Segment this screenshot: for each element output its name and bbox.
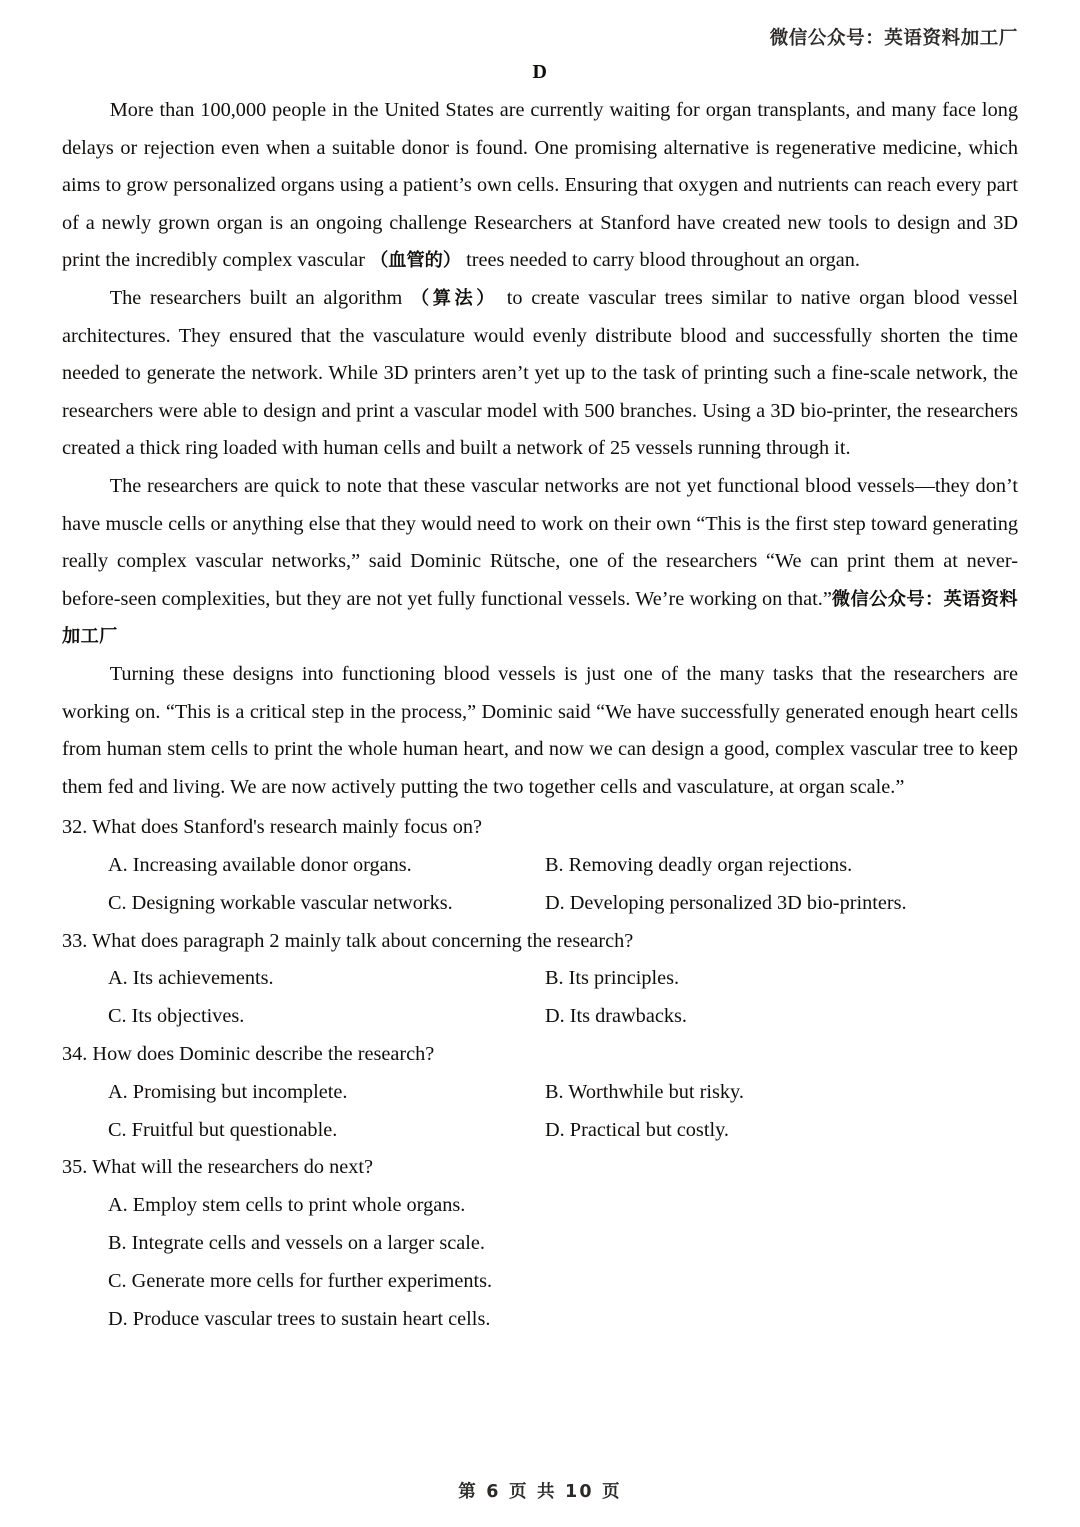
question-block [62,923,1018,1036]
question-option[interactable]: A. Its achievements. [108,967,274,990]
question-option[interactable]: C. Its objectives. [108,1005,245,1028]
question-block [62,1149,1018,1338]
option-row [62,1074,1018,1112]
option-row [62,1225,1018,1263]
option-row [62,1112,1018,1150]
question-option[interactable]: B. Integrate cells and vessels on a larger scale. [108,1232,485,1255]
paragraph-text-run: The researchers are quick to note that these vascular networks are not yet functional blood vessels—they don’t have muscle cells or anything else that they would need to work on their own “This is the first step toward generating really complex vascular networks,” said Dominic Rütsche, one of the researchers “We can print them at never-before-seen complexities, but they are not yet fully functional vessels. We’re working on that.” [62,474,1018,610]
page-footer: 第 6 页 共 10 页 [458,1482,622,1502]
passage-paragraph [62,92,1018,280]
question-option[interactable]: D. Practical but costly. [545,1118,729,1141]
chinese-gloss: （血管的） [370,250,462,272]
passage-paragraph [62,656,1018,806]
option-row [62,960,1018,998]
header-watermark: 微信公众号：英语资料加工厂 [769,28,1018,49]
question-option[interactable]: D. Developing personalized 3D bio-printers. [545,891,907,914]
question-option[interactable]: B. Its principles. [545,967,680,990]
question-stem: 35. What will the researchers do next? [62,1156,374,1179]
question-option[interactable]: C. Fruitful but questionable. [108,1118,338,1141]
question-block [62,1036,1018,1149]
paragraph-text-run: to create vascular trees similar to native organ blood vessel architectures. They ensured that the vasculature would evenly distribute blood and successfully shorten the time needed to generate the network. While 3D printers aren’t yet up to the task of printing such a fine-scale network, the researchers were able to design and print a vascular model with 500 branches. Using a 3D bio-printer, the researchers created a thick ring loaded with human cells and built a network of 25 vessels running through it. [62,286,1018,460]
chinese-gloss: （算法） [410,287,499,309]
question-option[interactable]: D. Produce vascular trees to sustain heart cells. [108,1307,491,1330]
option-row [62,998,1018,1036]
question-list [62,809,1018,1338]
option-row [62,1263,1018,1301]
option-row [62,1187,1018,1225]
question-option[interactable]: C. Generate more cells for further experiments. [108,1269,493,1292]
question-option[interactable]: D. Its drawbacks. [545,1005,687,1028]
question-stem: 33. What does paragraph 2 mainly talk about concerning the research? [62,929,634,952]
paragraph-text-run: trees needed to carry blood throughout an organ. [461,249,860,272]
option-row [62,1301,1018,1339]
question-option[interactable]: C. Designing workable vascular networks. [108,891,453,914]
paragraph-text-run: More than 100,000 people in the United States are currently waiting for organ transplants, and many face long delays or rejection even when a suitable donor is found. One promising alternative is regenerative medicine, which aims to grow personalized organs using a patient’s own cells. Ensuring that oxygen and nutrients can reach every part of a newly grown organ is an ongoing challenge Researchers at Stanford have created new tools to design and 3D print the incredibly complex vascular [62,99,1018,272]
section-letter-heading: D [532,61,548,83]
passage-paragraphs [62,92,1018,806]
paragraph-text-run: Turning these designs into functioning blood vessels is just one of the many tasks that the researchers are working on. “This is a critical step in the process,” Dominic said “We have successfully generated enough heart cells from human stem cells to print the whole human heart, and now we can design a good, complex vascular tree to keep them fed and living. We are now actively putting the two together cells and vasculature, at organ scale.” [62,662,1018,798]
passage-content [62,58,1018,1338]
question-stem: 32. What does Stanford's research mainly focus on? [62,816,483,839]
question-stem: 34. How does Dominic describe the research? [62,1043,435,1066]
question-option[interactable]: A. Increasing available donor organs. [108,854,412,877]
question-option[interactable]: A. Employ stem cells to print whole organs. [108,1194,466,1217]
paragraph-text-run: The researchers built an algorithm [109,286,411,309]
option-row [62,885,1018,923]
question-option[interactable]: A. Promising but incomplete. [108,1080,348,1103]
inline-watermark: 微信公众号：英语资料加工厂 [62,588,1018,648]
question-option[interactable]: B. Removing deadly organ rejections. [545,854,853,877]
passage-paragraph [62,280,1018,468]
passage-paragraph [62,468,1018,656]
option-row [62,847,1018,885]
question-option[interactable]: B. Worthwhile but risky. [545,1080,744,1103]
question-block [62,809,1018,922]
